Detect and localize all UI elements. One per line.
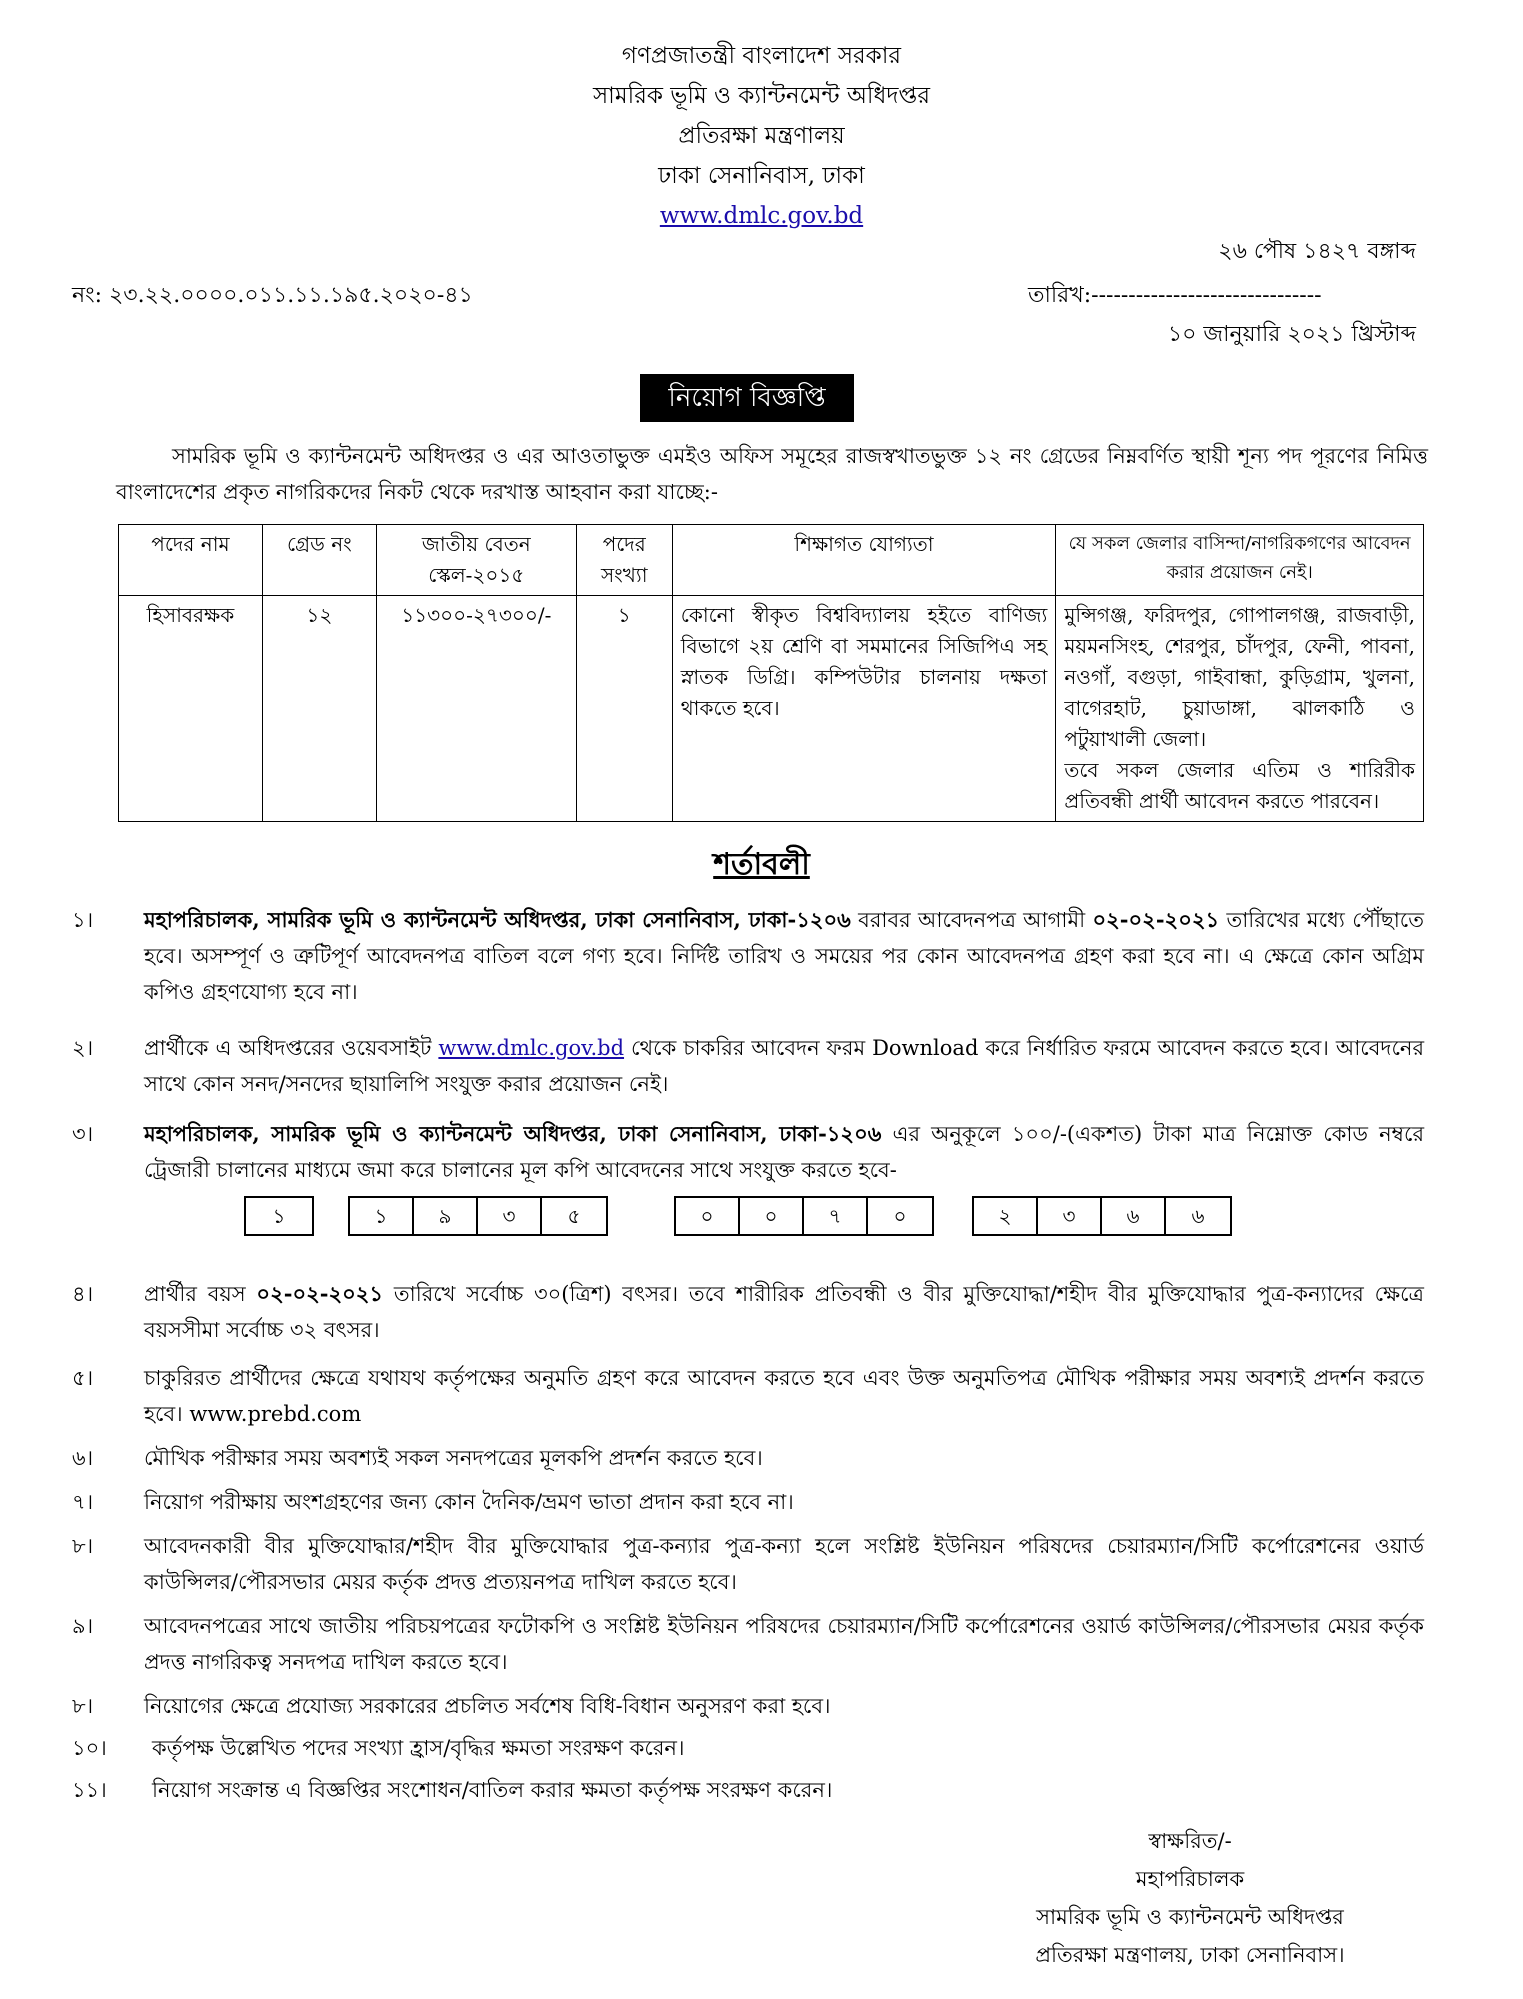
vacancy-table xyxy=(118,524,1424,822)
deadline-date: ০২-০২-২০২১ xyxy=(1092,907,1220,932)
code-digit: ১ xyxy=(350,1198,414,1234)
condition-text: থেকে চাকরির আবেদন ফরম Download করে নির্ধারিত ফরমে আবেদন করতে হবে। আবেদনের সাথে কোন সনদ/সনদের ছায়ালিপি সংযুক্ত করার প্রয়োজন নেই। xyxy=(144,1036,1424,1096)
date-label: তারিখ:------------------------------- xyxy=(1028,283,1322,308)
condition-text: নিয়োগ সংক্রান্ত এ বিজ্ঞপ্তির সংশোধন/বাতিল করার ক্ষমতা কর্তৃপক্ষ সংরক্ষণ করেন। xyxy=(152,1778,833,1802)
code-digit: ০ xyxy=(676,1198,740,1234)
condition-number: ৬। xyxy=(72,1446,94,1470)
condition-number: ১। xyxy=(72,908,94,932)
code-digit: ৬ xyxy=(1191,1204,1205,1228)
condition-item xyxy=(72,1030,1424,1102)
condition-number: ৭। xyxy=(72,1490,94,1514)
code-group xyxy=(244,1196,314,1236)
condition-item xyxy=(72,1116,1424,1188)
condition-number: ২। xyxy=(72,1036,94,1060)
code-group xyxy=(674,1196,934,1236)
condition-item xyxy=(72,1772,1424,1808)
condition-text: বরাবর আবেদনপত্র আগামী xyxy=(850,908,1093,932)
cell-qualification: কোনো স্বীকৃত বিশ্ববিদ্যালয় হইতে বাণিজ্য বিভাগে ২য় শ্রেণি বা সমমানের সিজিপিএ সহ স্নাতক ডিগ্রি। কম্পিউটার চালনায় দক্ষতা থাকতে হবে। xyxy=(672,596,1056,822)
reference-number: নং: ২৩.২২.০০০০.০১১.১১.১৯৫.২০২০-৪১ xyxy=(72,283,473,308)
table-row xyxy=(119,596,1424,822)
condition-item xyxy=(72,1276,1424,1348)
intro-paragraph: সামরিক ভূমি ও ক্যান্টনমেন্ট অধিদপ্তর ও এর আওতাভুক্ত এমইও অফিস সমূহের রাজস্বখাতভুক্ত ১২ নং গ্রেডের নিম্নবর্ণিত স্থায়ী শূন্য পদ পূরণের নিমিত্ত বাংলাদেশের প্রকৃত নাগরিকদের নিকট থেকে দরখাস্ত আহবান করা যাচ্ছে:- xyxy=(116,444,1428,504)
code-digit: ৩ xyxy=(1038,1198,1102,1234)
signatory-ministry: প্রতিরক্ষা মন্ত্রণালয়, ঢাকা সেনানিবাস। xyxy=(1035,1943,1345,1967)
cell-scale: ১১৩০০-২৭৩০০/- xyxy=(376,596,576,822)
code-digit: ১ xyxy=(272,1204,286,1228)
code-digit: ৭ xyxy=(804,1198,868,1234)
condition-item xyxy=(72,1440,1424,1476)
condition-bold-address: মহাপরিচালক, সামরিক ভূমি ও ক্যান্টনমেন্ট অধিদপ্তর, ঢাকা সেনানিবাস, ঢাকা-১২০৬ xyxy=(144,1121,882,1146)
table-header-row xyxy=(119,525,1424,596)
condition-item xyxy=(72,1484,1424,1520)
condition-text: কর্তৃপক্ষ উল্লেখিত পদের সংখ্যা হ্রাস/বৃদ্ধির ক্ষমতা সংরক্ষণ করেন। xyxy=(152,1736,685,1760)
code-group xyxy=(972,1196,1232,1236)
condition-text: আবেদনপত্রের সাথে জাতীয় পরিচয়পত্রের ফটোকপি ও সংশ্লিষ্ট ইউনিয়ন পরিষদের চেয়ারম্যান/সিটি কর্পোরেশনের ওয়ার্ড কাউন্সিলর/পৌরসভার মেয়র কর্তৃক প্রদত্ত নাগরিকত্ব সনদপত্র দাখিল করতে হবে। xyxy=(144,1614,1424,1674)
header-qualification: শিক্ষাগত যোগ্যতা xyxy=(672,525,1056,596)
condition-number: ৮। xyxy=(72,1534,94,1558)
cell-grade: ১২ xyxy=(262,596,376,822)
office-location: ঢাকা সেনানিবাস, ঢাকা xyxy=(658,163,865,189)
condition-text: আবেদনকারী বীর মুক্তিযোদ্ধার/শহীদ বীর মুক্তিযোদ্ধার পুত্র-কন্যার পুত্র-কন্যা হলে সংশ্লিষ্ট ইউনিয়ন পরিষদের চেয়ারম্যান/সিটি কর্পোরেশনের ওয়ার্ড কাউন্সিলর/পৌরসভার মেয়র কর্তৃক প্রদত্ত প্রত্যয়নপত্র দাখিল করতে হবে। xyxy=(144,1534,1424,1594)
condition-text: প্রার্থীকে এ অধিদপ্তরের ওয়েবসাইট xyxy=(144,1036,439,1060)
date-english: ১০ জানুয়ারি ২০২১ খ্রিস্টাব্দ xyxy=(1167,322,1416,347)
govt-name: গণপ্রজাতন্ত্রী বাংলাদেশ সরকার xyxy=(621,43,902,69)
conditions-title: শর্তাবলী xyxy=(713,847,810,882)
condition-text: নিয়োগের ক্ষেত্রে প্রযোজ্য সরকারের প্রচলিত সর্বশেষ বিধি-বিধান অনুসরণ করা হবে। xyxy=(144,1694,831,1718)
code-digit: ০ xyxy=(740,1198,804,1234)
header-excluded-districts: যে সকল জেলার বাসিন্দা/নাগরিকগণের আবেদন করার প্রয়োজন নেই। xyxy=(1056,525,1424,596)
condition-item xyxy=(72,1688,1424,1724)
office-header xyxy=(0,36,1523,236)
condition-item xyxy=(72,902,1424,1010)
condition-text: তারিখে সর্বোচ্চ ৩০(ত্রিশ) বৎসর। তবে শারীরিক প্রতিবন্ধী ও বীর মুক্তিযোদ্ধা/শহীদ বীর মুক্তিযোদ্ধার পুত্র-কন্যাদের ক্ষেত্রে বয়সসীমা সর্বোচ্চ ৩২ বৎসর। xyxy=(144,1282,1424,1342)
condition-number: ৯। xyxy=(72,1614,94,1638)
condition-text: নিয়োগ পরীক্ষায় অংশগ্রহণের জন্য কোন দৈনিক/ভ্রমণ ভাতা প্রদান করা হবে না। xyxy=(144,1490,794,1514)
condition-item xyxy=(72,1730,1424,1766)
code-digit: ৫ xyxy=(567,1204,581,1228)
code-digit: ০ xyxy=(893,1204,907,1228)
condition-item xyxy=(72,1608,1424,1680)
signed-mark: স্বাক্ষরিত/- xyxy=(1148,1829,1232,1853)
age-reference-date: ০২-০২-২০২১ xyxy=(256,1281,384,1306)
condition-text: এর অনুকূলে ১০০/-(একশত) টাকা মাত্র নিম্নোক্ত কোড নম্বরে ট্রেজারী চালানের মাধ্যমে জমা করে চালানের মূল কপি আবেদনের সাথে সংযুক্ত করতে হবে- xyxy=(144,1122,1424,1182)
date-bangla: ২৬ পৌষ ১৪২৭ বঙ্গাব্দ xyxy=(1218,239,1416,264)
cell-excluded-districts xyxy=(1056,596,1424,822)
signature-block xyxy=(1000,1822,1380,1974)
signatory-title: মহাপরিচালক xyxy=(1135,1867,1245,1891)
condition-bold-address: মহাপরিচালক, সামরিক ভূমি ও ক্যান্টনমেন্ট অধিদপ্তর, ঢাকা সেনানিবাস, ঢাকা-১২০৬ xyxy=(144,907,851,932)
website-link[interactable]: www.dmlc.gov.bd xyxy=(659,203,864,229)
code-digit: ৬ xyxy=(1102,1198,1166,1234)
signatory-office: সামরিক ভূমি ও ক্যান্টনমেন্ট অধিদপ্তর xyxy=(1036,1905,1344,1929)
condition-number: ১০। xyxy=(72,1736,107,1760)
condition-number: ৮। xyxy=(72,1694,94,1718)
header-count: পদের সংখ্যা xyxy=(576,525,672,596)
notice-title: নিয়োগ বিজ্ঞপ্তি xyxy=(640,374,854,422)
condition-number: ৪। xyxy=(72,1282,94,1306)
condition-text: তারিখের মধ্যে পৌঁছাতে হবে। অসম্পূর্ণ ও ত্রুটিপূর্ণ আবেদনপত্র বাতিল বলে গণ্য হবে। নির্দিষ্ট তারিখ ও সময়ের পর কোন আবেদনপত্র গ্রহণ করা হবে না। এ ক্ষেত্রে কোন অগ্রিম কপিও গ্রহণযোগ্য হবে না। xyxy=(144,908,1424,1004)
code-digit: ৯ xyxy=(414,1198,478,1234)
excluded-districts-list: মুন্সিগঞ্জ, ফরিদপুর, গোপালগঞ্জ, রাজবাড়ী, ময়মনসিংহ, শেরপুর, চাঁদপুর, ফেনী, পাবনা, নওগাঁ, বগুড়া, গাইবান্ধা, কুড়িগ্রাম, খুলনা, বাগেরহাট, চুয়াডাঙ্গা, ঝালকাঠি ও পটুয়াখালী জেলা। xyxy=(1064,603,1415,751)
condition-text: চাকুরিরত প্রার্থীদের ক্ষেত্রে যথাযথ কর্তৃপক্ষের অনুমতি গ্রহণ করে আবেদন করতে হবে এবং উক্ত অনুমতিপত্র মৌখিক পরীক্ষার সময় অবশ্যই প্রদর্শন করতে হবে। www.prebd.com xyxy=(144,1366,1424,1426)
code-group xyxy=(348,1196,608,1236)
code-digit: ২ xyxy=(974,1198,1038,1234)
department-name: সামরিক ভূমি ও ক্যান্টনমেন্ট অধিদপ্তর xyxy=(592,83,930,109)
condition-number: ১১। xyxy=(72,1778,107,1802)
header-grade: গ্রেড নং xyxy=(262,525,376,596)
condition-text: প্রার্থীর বয়স xyxy=(144,1282,257,1306)
condition-number: ৩। xyxy=(72,1122,94,1146)
condition-item xyxy=(72,1360,1424,1432)
condition-text: মৌখিক পরীক্ষার সময় অবশ্যই সকল সনদপত্রের মূলকপি প্রদর্শন করতে হবে। xyxy=(144,1446,763,1470)
cell-count: ১ xyxy=(576,596,672,822)
cell-post: হিসাবরক্ষক xyxy=(119,596,263,822)
ministry-name: প্রতিরক্ষা মন্ত্রণালয় xyxy=(678,123,845,149)
condition-number: ৫। xyxy=(72,1366,94,1390)
condition-item xyxy=(72,1528,1424,1600)
code-digit: ৩ xyxy=(478,1198,542,1234)
website-link-inline[interactable]: www.dmlc.gov.bd xyxy=(438,1036,625,1060)
header-scale: জাতীয় বেতন স্কেল-২০১৫ xyxy=(376,525,576,596)
header-post: পদের নাম xyxy=(119,525,263,596)
excluded-note: তবে সকল জেলার এতিম ও শারিরীক প্রতিবন্ধী প্রার্থী আবেদন করতে পারবেন। xyxy=(1064,758,1415,813)
